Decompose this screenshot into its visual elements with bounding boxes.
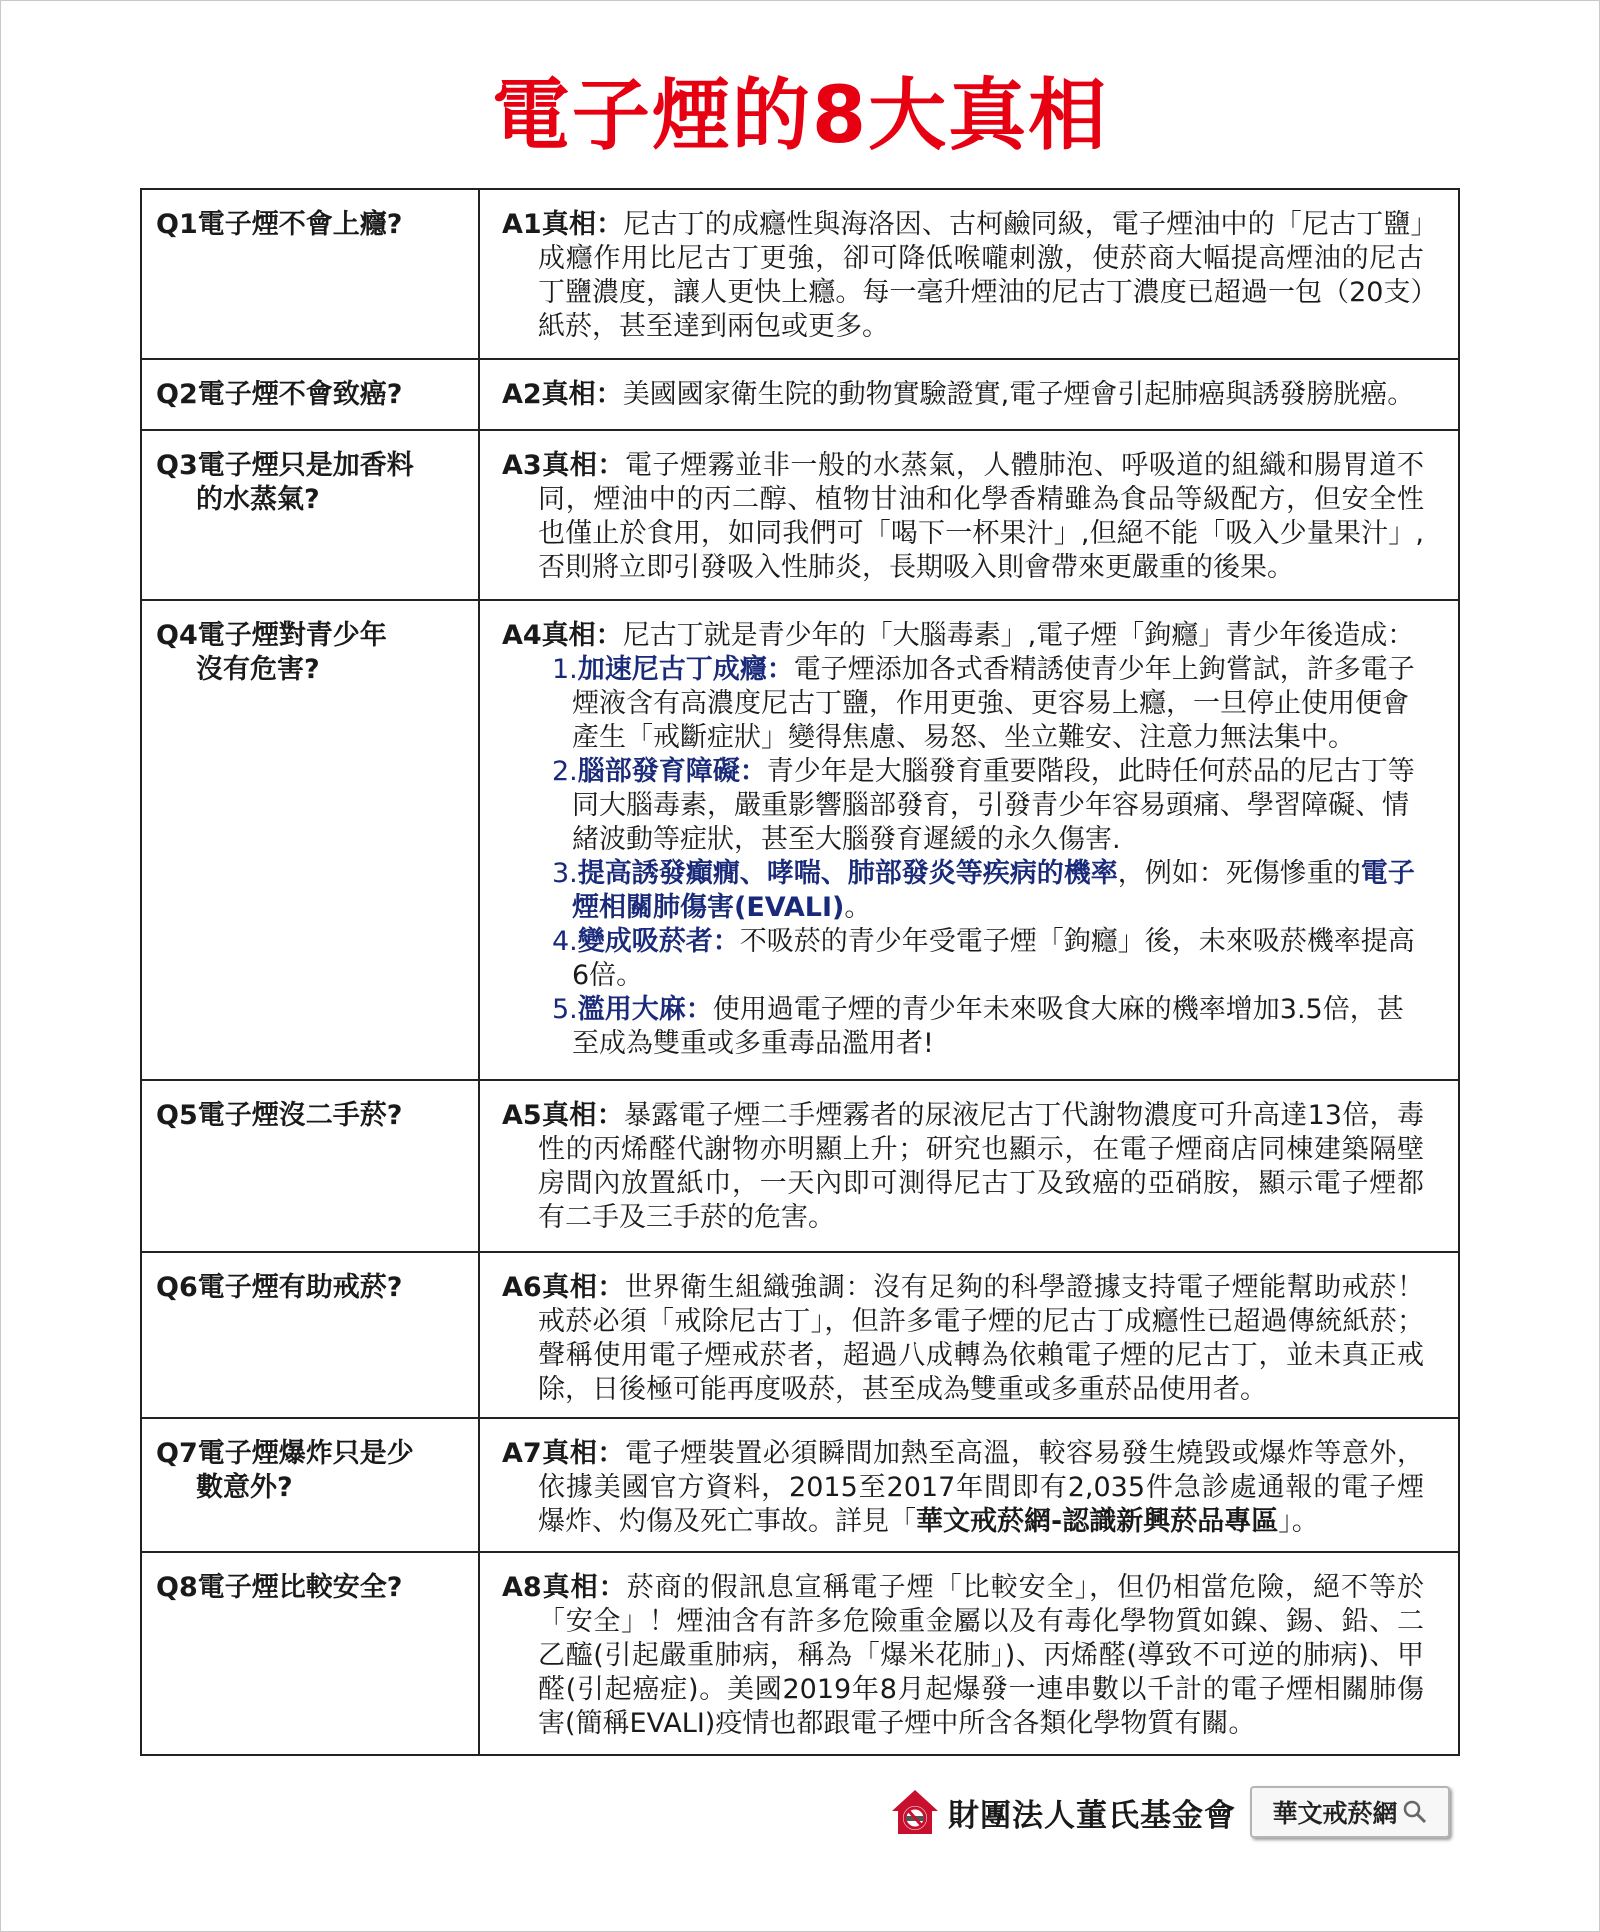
answer-label: A6真相： [502,1272,625,1303]
answer-cell [479,1552,1459,1755]
question-cell [141,1418,479,1552]
answer-paragraph [502,1271,1424,1407]
answer-text: 尼古丁的成癮性與海洛因、古柯鹼同級，電子煙油中的「尼古丁鹽」成癮作用比尼古丁更強，卻可降低喉嚨刺激，使菸商大幅提高煙油的尼古丁鹽濃度，讓人更快上癮。每一毫升煙油的尼古丁濃度已超過一包（20支）紙菸，甚至達到兩包或更多。 [538,209,1425,342]
answer-paragraph: A7真相：電子煙裝置必須瞬間加熱至高溫，較容易發生燒毀或爆炸等意外，依據美國官方資料，2015至2017年間即有2,035件急診處通報的電子煙爆炸、灼傷及死亡事故。詳見「華文戒菸網-認識新興菸品專區」。 [502,1438,1425,1537]
answer-text: 電子煙裝置必須瞬間加熱至高溫，較容易發生燒毀或爆炸等意外，依據美國官方資料，2015至2017年間即有2,035件急診處通報的電子煙爆炸、灼傷及死亡事故。詳見「 [538,1438,1425,1537]
question-text: Q3電子煙只是加香料 的水蒸氣? [156,450,414,515]
list-item-text: ，例如：死傷慘重的 [1117,858,1361,889]
list-item: 1.加速尼古丁成癮：電子煙添加各式香精誘使青少年上鉤嘗試，許多電子煙液含有高濃度尼古丁鹽，作用更強、更容易上癮，一旦停止使用便會產生「戒斷症狀」變得焦慮、易怒、坐立難安、注意力無法集中。 [552,654,1415,753]
answer-cell [479,430,1459,600]
list-item-text: 使用過電子煙的青少年未來吸食大麻的機率增加3.5倍，甚至成為雙重或多重毒品濫用者! [572,994,1404,1059]
question-text: Q4電子煙對青少年 沒有危害? [156,620,387,685]
question-text: Q7電子煙爆炸只是少 數意外? [156,1438,414,1503]
answer-text: 世界衛生組織強調：沒有足夠的科學證據支持電子煙能幫助戒菸！戒菸必須「戒除尼古丁」，但許多電子煙的尼古丁成癮性已超過傳統紙菸；聲稱使用電子煙戒菸者，超過八成轉為依賴電子煙的尼古丁，並未真正戒除，日後極可能再度吸菸，甚至成為雙重或多重菸品使用者。 [538,1272,1425,1405]
answer-paragraph [502,1099,1424,1235]
answer-cell [479,600,1459,1080]
question-cell [141,359,479,430]
list-item-heading: 變成吸菸者： [577,926,740,957]
magnifier-icon [1402,1799,1428,1825]
answer-cell [479,1252,1459,1418]
answer-paragraph [502,1571,1424,1741]
answer-text: 菸商的假訊息宣稱電子煙「比較安全」，但仍相當危險，絕不等於「安全」！煙油含有許多危險重金屬以及有毒化學物質如鎳、錫、鉛、二乙醯(引起嚴重肺病，稱為「爆米花肺」)、丙烯醛(導致不可逆的肺病)、甲醛(引起癌症)。美國2019年8月起爆發一連串數以千計的電子煙相關肺傷害(簡稱EVALI)疫情也都跟電子煙中所含各類化學物質有關。 [538,1572,1425,1739]
answer-label: A1真相： [502,209,624,240]
table-row [141,1252,1459,1418]
list-item: 3.提高誘發癲癇、哮喘、肺部發炎等疾病的機率，例如：死傷慘重的電子煙相關肺傷害(EVALI)。 [552,858,1415,923]
question-text: Q1電子煙不會上癮? [156,209,403,240]
question-cell [141,430,479,600]
table-row [141,189,1459,359]
answer-cell [479,359,1459,430]
answer-text: 暴露電子煙二手煙霧者的尿液尼古丁代謝物濃度可升高達13倍，毒性的丙烯醛代謝物亦明顯上升；研究也顯示，在電子煙商店同棟建築隔壁房間內放置紙巾，一天內即可測得尼古丁及致癌的亞硝胺，顯示電子煙都有二手及三手菸的危害。 [538,1100,1425,1233]
answer-text: 電子煙霧並非一般的水蒸氣，人體肺泡、呼吸道的組織和腸胃道不同，煙油中的丙二醇、植物甘油和化學香精雖為食品等級配方，但安全性也僅止於食用，如同我們可「喝下一杯果汁」,但絕不能「吸入少量果汁」,否則將立即引發吸入性肺炎，長期吸入則會帶來更嚴重的後果。 [538,450,1425,583]
answer-paragraph [502,208,1424,344]
answer-paragraph [502,449,1424,585]
table-row [141,600,1459,1080]
footer [890,1782,1450,1842]
answer-label: A7真相： [502,1438,625,1469]
answer-label: A2真相： [502,379,623,410]
answer-text: 尼古丁就是青少年的「大腦毒素」,電子煙「鉤癮」青少年後造成： [622,620,1415,651]
question-cell [141,600,479,1080]
table-row [141,359,1459,430]
no-smoking-house-icon [890,1787,940,1837]
website-name: 華文戒菸網 [1272,1799,1398,1828]
list-item: 5.濫用大麻：使用過電子煙的青少年未來吸食大麻的機率增加3.5倍，甚至成為雙重或多重毒品濫用者! [552,994,1404,1059]
question-text: Q5電子煙沒二手菸? [156,1100,403,1131]
website-section-link: 華文戒菸網-認識新興菸品專區 [916,1506,1279,1537]
website-search-badge[interactable] [1250,1786,1450,1838]
answer-cell [479,1418,1459,1552]
table-row [141,1418,1459,1552]
list-item-text: 不吸菸的青少年受電子煙「鉤癮」後，未來吸菸機率提高6倍。 [572,926,1415,991]
answer-cell [479,1080,1459,1252]
list-item-heading: 加速尼古丁成癮： [577,654,794,685]
question-cell [141,189,479,359]
list-item-heading: 濫用大麻： [577,994,713,1025]
answer-text: 美國國家衛生院的動物實驗證實,電子煙會引起肺癌與誘發膀胱癌。 [622,379,1415,410]
answer-paragraph [502,619,1424,653]
list-item-text: 電子煙添加各式香精誘使青少年上鉤嘗試，許多電子煙液含有高濃度尼古丁鹽，作用更強、更容易上癮，一旦停止使用便會產生「戒斷症狀」變得焦慮、易怒、坐立難安、注意力無法集中。 [572,654,1415,753]
table-row [141,1552,1459,1755]
answer-label: A3真相： [502,450,625,481]
question-text: Q8電子煙比較安全? [156,1572,403,1603]
page-title: 電子煙的8大真相 [491,71,1109,161]
list-item-heading: 腦部發育障礙： [577,756,767,787]
answer-paragraph [502,378,1424,412]
list-item-highlight: 電子煙相關肺傷害(EVALI) [572,858,1415,923]
question-cell [141,1552,479,1755]
table-row [141,430,1459,600]
organization-name: 財團法人董氏基金會 [948,1797,1236,1834]
table-row [141,1080,1459,1252]
question-cell [141,1252,479,1418]
answer-label: A8真相： [502,1572,627,1603]
qa-table [140,188,1460,1756]
answer-label: A5真相： [502,1100,625,1131]
list-item-heading: 提高誘發癲癇、哮喘、肺部發炎等疾病的機率 [577,858,1118,889]
list-item: 4.變成吸菸者：不吸菸的青少年受電子煙「鉤癮」後，未來吸菸機率提高6倍。 [552,926,1415,991]
answer-label: A4真相： [502,620,623,651]
question-text: Q2電子煙不會致癌? [156,379,403,410]
list-item-text: 青少年是大腦發育重要階段，此時任何菸品的尼古丁等同大腦毒素，嚴重影響腦部發育，引發青少年容易頭痛、學習障礙、情緒波動等症狀，甚至大腦發育遲緩的永久傷害. [572,756,1415,855]
question-cell [141,1080,479,1252]
answer-cell [479,189,1459,359]
list-item: 2.腦部發育障礙：青少年是大腦發育重要階段，此時任何菸品的尼古丁等同大腦毒素，嚴重影響腦部發育，引發青少年容易頭痛、學習障礙、情緒波動等症狀，甚至大腦發育遲緩的永久傷害. [552,756,1415,855]
question-text: Q6電子煙有助戒菸? [156,1272,403,1303]
